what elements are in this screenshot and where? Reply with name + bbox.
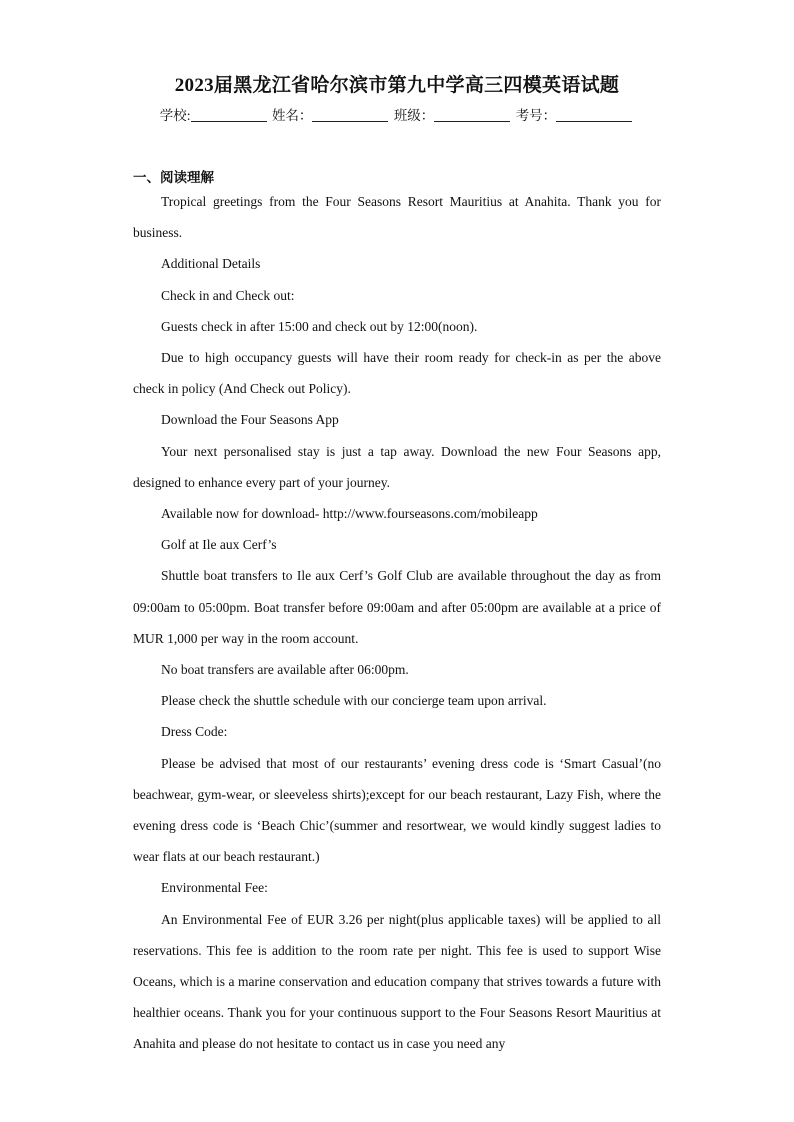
school-blank[interactable]: [191, 107, 267, 122]
document-title: 2023届黑龙江省哈尔滨市第九中学高三四模英语试题: [174, 75, 620, 96]
paragraph-fee-details: An Environmental Fee of EUR 3.26 per night(plus applicable taxes) will be applied to all reservations. This fee is addition to the room rate per night. This fee is used to support Wise Oceans, which is a marine conservation and education company that strives towards a future with healthier oceans. Thank you for your continuous support to the Four Seasons Resort Mauritius at Anahita and please do not hesitate to contact us in case you need any: [133, 911, 661, 1052]
paragraph-dress-code: Please be advised that most of our restaurants’ evening dress code is ‘Smart Casual’(no beachwear, gym-wear, or sleeveless shirts);except for our beach restaurant, Lazy Fish, where the evening dress code is ‘Beach Chic’(summer and resortwear, we would kindly suggest ladies to wear flats at our beach restaurant.): [133, 755, 661, 865]
paragraph-app-link: Available now for download- http://www.fourseasons.com/mobileapp: [161, 506, 538, 522]
paragraph-shuttle: Shuttle boat transfers to Ile aux Cerf’s Golf Club are available throughout the day as from 09:00am to 05:00pm. Boat transfer before 09:00am and after 05:00pm are available at a price of MUR 1,000 per way in the room account.: [133, 568, 661, 646]
paragraph-fee-heading: Environmental Fee:: [161, 880, 268, 896]
class-label: 班级：: [393, 108, 435, 123]
paragraph-no-transfers: No boat transfers are available after 06:00pm.: [161, 662, 409, 678]
paragraph-golf-heading: Golf at Ile aux Cerf’s: [161, 537, 277, 553]
paragraph-app-heading: Download the Four Seasons App: [161, 412, 339, 428]
reading-passage: [133, 186, 661, 1060]
paragraph-checkin-heading: Check in and Check out:: [161, 287, 295, 303]
paragraph-occupancy: Due to high occupancy guests will have their room ready for check-in as per the above check in policy (And Check out Policy).: [133, 350, 661, 397]
class-field: [394, 104, 513, 124]
class-blank[interactable]: [434, 107, 510, 122]
school-field: [160, 104, 269, 124]
exam-number-blank[interactable]: [556, 107, 632, 122]
paragraph-greeting: Tropical greetings from the Four Seasons Resort Mauritius at Anahita. Thank you for business.: [133, 194, 661, 241]
paragraph-schedule: Please check the shuttle schedule with our concierge team upon arrival.: [161, 693, 547, 709]
name-blank[interactable]: [312, 107, 388, 122]
exam-number-field: [516, 104, 635, 124]
paragraph-dress-heading: Dress Code:: [161, 724, 228, 740]
paragraph-additional-details: Additional Details: [161, 256, 261, 272]
name-field: [272, 104, 391, 124]
section-heading: 一、阅读理解: [133, 170, 214, 185]
name-label: 姓名：: [271, 108, 313, 123]
school-label: 学校:: [159, 108, 191, 123]
paragraph-app-description: Your next personalised stay is just a tap away. Download the new Four Seasons app, designed to enhance every part of your journey.: [133, 443, 661, 490]
paragraph-checkin-times: Guests check in after 15:00 and check out by 12:00(noon).: [161, 318, 478, 334]
exam-number-label: 考号：: [515, 108, 557, 123]
student-info-row: [0, 104, 794, 124]
